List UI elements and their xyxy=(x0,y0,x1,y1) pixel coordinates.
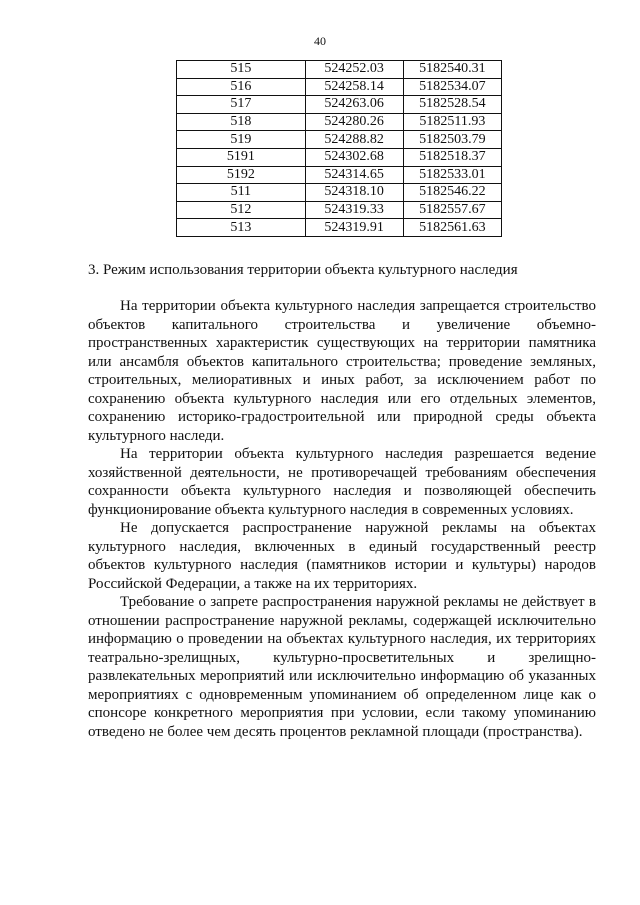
y-coordinate-cell: 5182534.07 xyxy=(403,78,501,96)
table-row xyxy=(177,96,502,114)
table-row xyxy=(177,184,502,202)
point-number-cell: 515 xyxy=(177,61,306,79)
section-title: 3. Режим использования территории объекта культурного наследия xyxy=(88,262,518,278)
table-row xyxy=(177,166,502,184)
y-coordinate-cell: 5182528.54 xyxy=(403,96,501,114)
y-coordinate-cell: 5182503.79 xyxy=(403,131,501,149)
paragraph: На территории объекта культурного наследия запрещается строительство объектов капитального строительства и увеличение объемно-пространственных характеристик существующих на территории памятника или ансамбля объектов капитального строительства; проведение земляных, строительных, мелиоративных и иных работ, за исключением работ по сохранению объекта культурного наследия или его отдельных элементов, сохранению историко-градостроительной или природной среды объекта культурного наследи. xyxy=(88,298,596,444)
x-coordinate-cell: 524263.06 xyxy=(305,96,403,114)
y-coordinate-cell: 5182540.31 xyxy=(403,61,501,79)
page-number: 40 xyxy=(314,34,326,48)
x-coordinate-cell: 524280.26 xyxy=(305,113,403,131)
paragraph: Требование о запрете распространения наружной рекламы не действует в отношении распространение наружной рекламы, содержащей исключительно информацию о проведении на объектах культурного наследия, их территориях театрально-зрелищных, культурно-просветительных и зрелищно-развлекательных мероприятий или исключительно информацию об указанных мероприятиях с одновременным упоминанием об определенном лице как о спонсоре конкретного мероприятия при условии, если такому упоминанию отведено не более чем десять процентов рекламной площади (пространства). xyxy=(88,594,596,740)
point-number-cell: 513 xyxy=(177,219,306,237)
y-coordinate-cell: 5182557.67 xyxy=(403,201,501,219)
x-coordinate-cell: 524314.65 xyxy=(305,166,403,184)
x-coordinate-cell: 524258.14 xyxy=(305,78,403,96)
table-row xyxy=(177,201,502,219)
point-number-cell: 516 xyxy=(177,78,306,96)
x-coordinate-cell: 524318.10 xyxy=(305,184,403,202)
section-body xyxy=(88,297,596,741)
table-row xyxy=(177,148,502,166)
point-number-cell: 519 xyxy=(177,131,306,149)
table-row xyxy=(177,78,502,96)
point-number-cell: 512 xyxy=(177,201,306,219)
point-number-cell: 517 xyxy=(177,96,306,114)
y-coordinate-cell: 5182561.63 xyxy=(403,219,501,237)
paragraph: На территории объекта культурного наследия разрешается ведение хозяйственной деятельности, не противоречащей требованиям обеспечения сохранности объекта культурного наследия и позволяющей обеспечить функционирование объекта культурного наследия в современных условиях. xyxy=(88,446,596,518)
table-row xyxy=(177,131,502,149)
y-coordinate-cell: 5182533.01 xyxy=(403,166,501,184)
x-coordinate-cell: 524288.82 xyxy=(305,131,403,149)
x-coordinate-cell: 524319.91 xyxy=(305,219,403,237)
point-number-cell: 518 xyxy=(177,113,306,131)
coordinates-table xyxy=(176,60,502,237)
table-row xyxy=(177,61,502,79)
y-coordinate-cell: 5182518.37 xyxy=(403,148,501,166)
y-coordinate-cell: 5182546.22 xyxy=(403,184,501,202)
x-coordinate-cell: 524252.03 xyxy=(305,61,403,79)
x-coordinate-cell: 524319.33 xyxy=(305,201,403,219)
coordinates-table-body xyxy=(177,61,502,237)
point-number-cell: 5191 xyxy=(177,148,306,166)
x-coordinate-cell: 524302.68 xyxy=(305,148,403,166)
y-coordinate-cell: 5182511.93 xyxy=(403,113,501,131)
point-number-cell: 5192 xyxy=(177,166,306,184)
table-row xyxy=(177,219,502,237)
table-row xyxy=(177,113,502,131)
paragraph: Не допускается распространение наружной рекламы на объектах культурного наследия, включенных в единый государственный реестр объектов культурного наследия (памятников истории и культуры) народов Российской Федерации, а также на их территориях. xyxy=(88,520,596,592)
point-number-cell: 511 xyxy=(177,184,306,202)
